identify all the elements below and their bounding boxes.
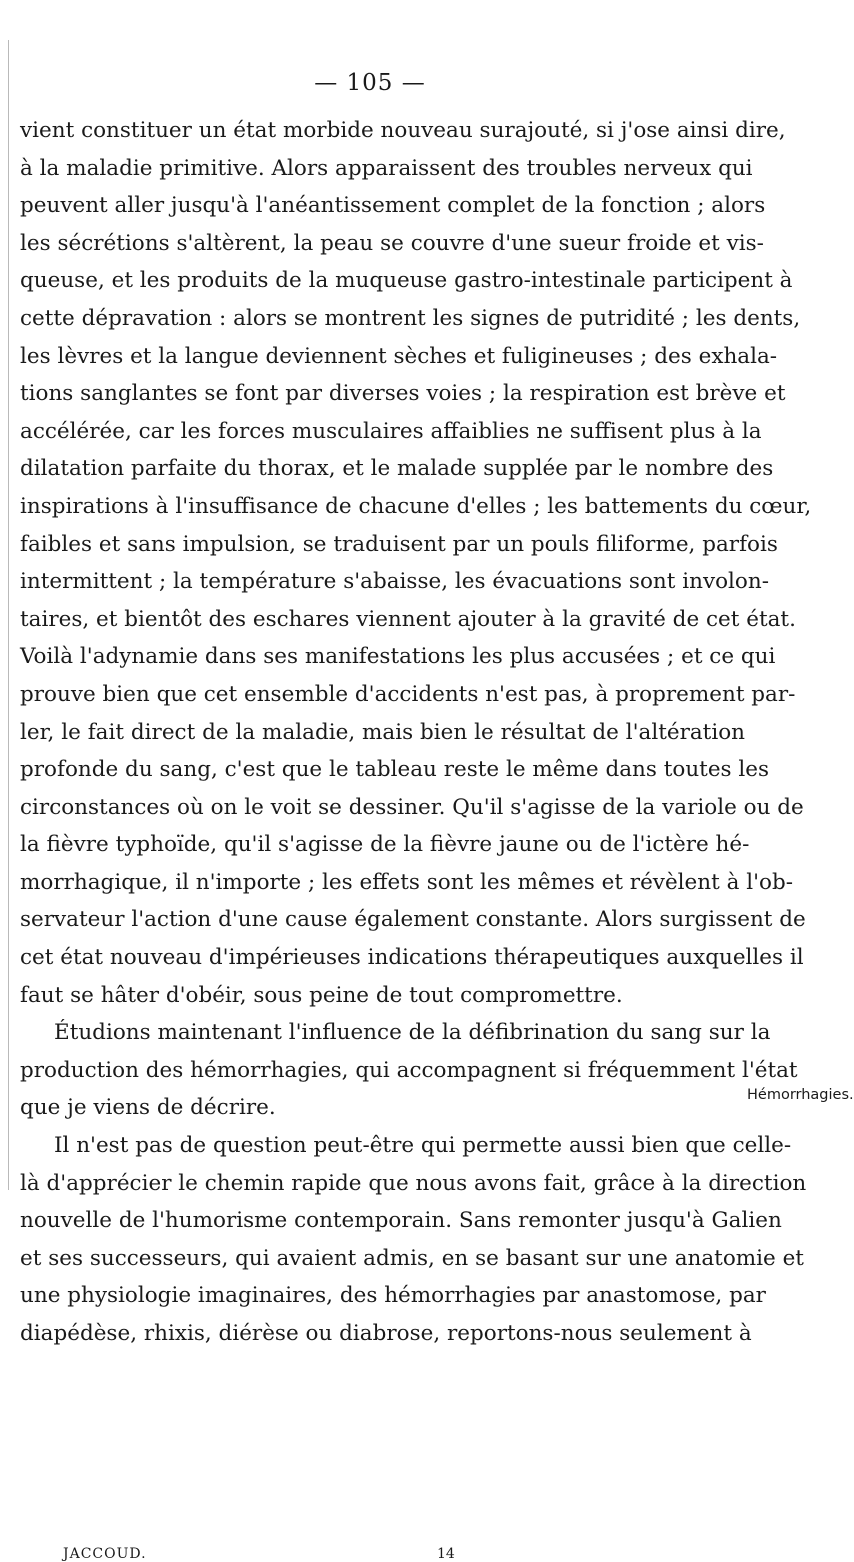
text-line: cet état nouveau d'impérieuses indications thérapeutiques auxquelles il [20, 945, 804, 971]
text-line: inspirations à l'insuffisance de chacune d'elles ; les battements du cœur, [20, 493, 812, 519]
text-line: servateur l'action d'une cause également constante. Alors surgissent de [20, 907, 806, 933]
text-line: une physiologie imaginaires, des hémorrhagies par anastomose, par [20, 1283, 766, 1309]
margin-note: Hémorrhagies. [747, 1087, 854, 1103]
text-line: diapédèse, rhixis, diérèse ou diabrose, reportons-nous seulement à [20, 1321, 752, 1346]
text-line: les lèvres et la langue deviennent sèches et fuligineuses ; des exhala- [20, 343, 778, 369]
binding-edge [8, 40, 9, 1190]
text-line: accélérée, car les forces musculaires affaiblies ne suffisent plus à la [20, 418, 762, 444]
text-line: les sécrétions s'altèrent, la peau se couvre d'une sueur froide et vis- [20, 230, 764, 256]
page-number: — 105 — [314, 70, 426, 96]
text-line: et ses successeurs, qui avaient admis, en se basant sur une anatomie et [20, 1245, 804, 1271]
text-line: nouvelle de l'humorisme contemporain. Sans remonter jusqu'à Galien [20, 1208, 782, 1234]
text-line: intermittent ; la température s'abaisse, les évacuations sont involon- [20, 569, 769, 595]
signature-mark: 14 [437, 1546, 455, 1562]
footer-author: JACCOUD. [63, 1546, 147, 1562]
text-line: taires, et bientôt des eschares viennent ajouter à la gravité de cet état. [20, 606, 796, 632]
text-line: Il n'est pas de question peut-être qui permette aussi bien que celle- [54, 1133, 792, 1159]
text-line: prouve bien que cet ensemble d'accidents n'est pas, à proprement par- [20, 681, 796, 707]
text-line: peuvent aller jusqu'à l'anéantissement complet de la fonction ; alors [20, 193, 766, 219]
text-line: queuse, et les produits de la muqueuse gastro-intestinale participent à [20, 268, 793, 294]
body-text [20, 112, 812, 1353]
text-line: faibles et sans impulsion, se traduisent par un pouls filiforme, parfois [20, 531, 778, 557]
text-line: circonstances où on le voit se dessiner. Qu'il s'agisse de la variole ou de [20, 794, 804, 820]
text-line: cette dépravation : alors se montrent les signes de putridité ; les dents, [20, 305, 801, 331]
text-line: ler, le fait direct de la maladie, mais bien le résultat de l'altération [20, 719, 745, 745]
text-line: faut se hâter d'obéir, sous peine de tout compromettre. [20, 982, 623, 1008]
text-line: dilatation parfaite du thorax, et le malade supplée par le nombre des [20, 456, 774, 482]
text-line: Voilà l'adynamie dans ses manifestations les plus accusées ; et ce qui [20, 644, 776, 670]
text-line: la fièvre typhoïde, qu'il s'agisse de la fièvre jaune ou de l'ictère hé- [20, 832, 750, 858]
text-line: production des hémorrhagies, qui accompagnent si fréquemment l'état [20, 1057, 798, 1083]
text-line: vient constituer un état morbide nouveau surajouté, si j'ose ainsi dire, [20, 118, 786, 143]
text-line: à la maladie primitive. Alors apparaissent des troubles nerveux qui [20, 155, 753, 181]
text-line: que je viens de décrire. [20, 1095, 276, 1121]
text-line: là d'apprécier le chemin rapide que nous avons fait, grâce à la direction [20, 1170, 807, 1196]
text-line: morrhagique, il n'importe ; les effets sont les mêmes et révèlent à l'ob- [20, 869, 794, 895]
text-line: Étudions maintenant l'influence de la défibrination du sang sur la [54, 1020, 771, 1046]
text-line: profonde du sang, c'est que le tableau reste le même dans toutes les [20, 757, 770, 783]
text-line: tions sanglantes se font par diverses voies ; la respiration est brève et [20, 381, 786, 407]
